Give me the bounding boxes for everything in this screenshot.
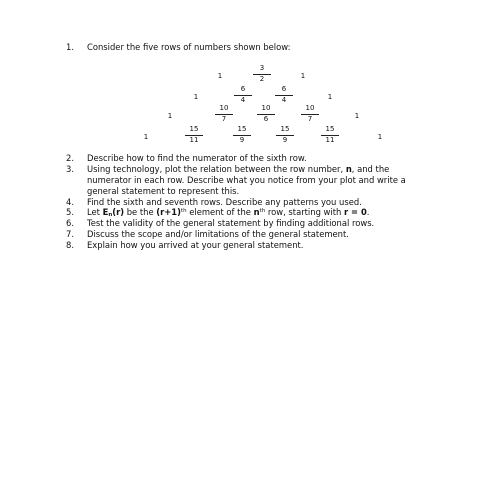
q3-line1b: , and the (351, 164, 390, 174)
triangle-one: 1 (143, 133, 149, 141)
q5-text-b: be the (124, 207, 157, 217)
triangle-fraction (275, 126, 295, 144)
q3-line3: general statement to represent this. (87, 186, 240, 196)
question-number: 4. (66, 197, 74, 207)
question-text: Discuss the scope and/or limitations of the general statement. (87, 229, 349, 239)
fraction-denominator: 11 (189, 136, 199, 144)
fraction-denominator: 9 (282, 136, 288, 144)
question-text: Explain how you arrived at your general statement. (87, 240, 304, 250)
triangle-fraction (320, 126, 340, 144)
variable-n: n (345, 164, 352, 174)
fraction-numerator: 15 (325, 125, 335, 133)
question-number: 8. (66, 240, 74, 250)
fraction-numerator: 3 (259, 64, 265, 72)
triangle-one: 1 (217, 72, 223, 80)
fraction-denominator: 9 (239, 136, 245, 144)
fraction-numerator: 15 (237, 125, 247, 133)
question-text: Consider the five rows of numbers shown below: (87, 42, 291, 52)
question-number: 1. (66, 42, 74, 52)
question-text: Describe how to find the numerator of the sixth row. (87, 153, 307, 163)
fraction-numerator: 15 (280, 125, 290, 133)
triangle-one: 1 (377, 133, 383, 141)
triangle-fraction (274, 86, 294, 104)
q5-r-plus-1: (r+1) (156, 207, 181, 217)
triangle-fraction (184, 126, 204, 144)
q5-text-d: element of the (186, 207, 254, 217)
fraction-numerator: 10 (261, 104, 271, 112)
question-3-line2 (87, 175, 406, 185)
triangle-fraction (233, 86, 253, 104)
q3-line2: numerator in each row. Describe what you notice from your plot and write a (87, 175, 406, 185)
fraction-denominator: 2 (259, 75, 265, 83)
q5-text-a: Let (87, 207, 103, 217)
triangle-one: 1 (354, 112, 360, 120)
triangle-fraction (214, 105, 234, 123)
question-number: 6. (66, 218, 74, 228)
question-number: 3. (66, 164, 74, 174)
fraction-numerator: 10 (219, 104, 229, 112)
triangle-one: 1 (327, 93, 333, 101)
fraction-numerator: 6 (281, 85, 287, 93)
fraction-denominator: 4 (240, 96, 246, 104)
question-text: Find the sixth and seventh rows. Describe any patterns you used. (87, 197, 362, 207)
q5-E: E (102, 207, 109, 217)
question-3-line3 (87, 186, 239, 196)
fraction-denominator: 11 (325, 136, 335, 144)
question-text (87, 207, 369, 217)
fraction-denominator: 7 (221, 115, 227, 123)
question-text: Test the validity of the general statement by finding additional rows. (87, 218, 375, 228)
triangle-fraction (252, 65, 272, 83)
question-number: 7. (66, 229, 74, 239)
fraction-denominator: 4 (281, 96, 287, 104)
triangle-one: 1 (167, 112, 173, 120)
question-number: 5. (66, 207, 74, 217)
q5-n: n (253, 207, 260, 217)
q5-sup-1: th (180, 208, 187, 214)
q5-r: (r) (112, 207, 125, 217)
fraction-denominator: 7 (307, 115, 313, 123)
q5-period: . (366, 207, 370, 217)
triangle-one: 1 (193, 93, 199, 101)
e-n-symbol (103, 207, 124, 217)
q5-text-e: row, starting with (265, 207, 344, 217)
fraction-numerator: 6 (240, 85, 246, 93)
triangle-fraction (300, 105, 320, 123)
triangle-fraction (256, 105, 276, 123)
question-text (87, 164, 389, 174)
q5-r-equals-0: r = 0 (343, 207, 367, 217)
q3-line1a: Using technology, plot the relation between the row number, (87, 164, 346, 174)
triangle-one: 1 (300, 72, 306, 80)
question-number: 2. (66, 153, 74, 163)
fraction-numerator: 10 (305, 104, 315, 112)
q5-sup-2: th (259, 208, 266, 214)
fraction-denominator: 6 (263, 115, 269, 123)
triangle-fraction (232, 126, 252, 144)
q5-subscript: n (108, 212, 113, 218)
fraction-numerator: 15 (189, 125, 199, 133)
